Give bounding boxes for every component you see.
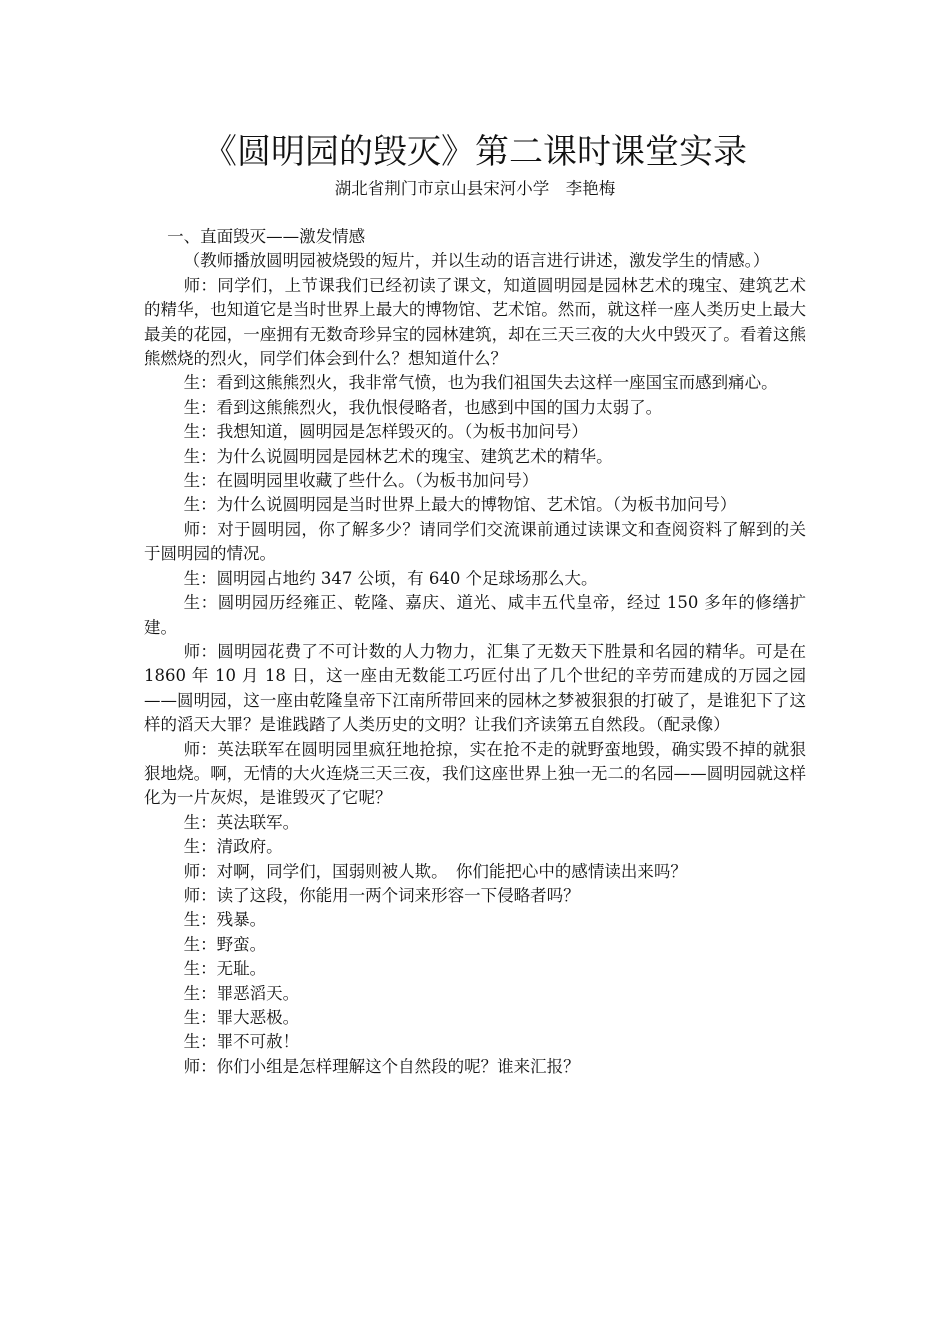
paragraph: 生：看到这熊熊烈火，我非常气愤，也为我们祖国失去这样一座国宝而感到痛心。: [183, 373, 778, 393]
paragraph: 生：在圆明园里收藏了些什么。（为板书加问号）: [183, 471, 539, 491]
paragraph: 生：英法联军。: [183, 812, 300, 832]
paragraph: 师：对啊，同学们，国弱则被人欺。 你们能把心中的感情读出来吗？: [183, 861, 687, 881]
document-title: 《圆明园的毁灭》第二课时课堂实录: [203, 132, 747, 172]
paragraph: 生：为什么说圆明园是园林艺术的瑰宝、建筑艺术的精华。: [183, 446, 613, 466]
document-body: [144, 225, 806, 1079]
paragraph: 生：野蛮。: [183, 934, 267, 954]
paragraph: 生：圆明园历经雍正、乾隆、嘉庆、道光、咸丰五代皇帝，经过 150 多年的修缮扩建。: [144, 593, 806, 637]
section-heading: 一、直面毁灭——激发情感: [167, 227, 366, 246]
paragraph: 师：圆明园花费了不可计数的人力物力，汇集了无数天下胜景和名园的精华。可是在 1860 年 10 月 18 日，这一座由无数能工巧匠付出了几个世纪的辛劳而建成的万园之园——圆明园，这一座由乾隆皇帝下江南所带回来的园林之梦被狠狠的打破了，是谁犯下了这样的滔天大罪？是谁践踏了人类历史的文明？让我们齐读第五自然段。（配录像）: [144, 641, 806, 735]
paragraph: 师：英法联军在圆明园里疯狂地抢掠，实在抢不走的就野蛮地毁，确实毁不掉的就狠狠地烧。啊，无情的大火连烧三天三夜，我们这座世界上独一无二的名园——圆明园就这样化为一片灰烬，是谁毁灭了它呢？: [144, 739, 806, 808]
paragraph: （教师播放圆明园被烧毁的短片，并以生动的语言进行讲述，激发学生的情感。）: [183, 251, 770, 271]
paragraph: 师：你们小组是怎样理解这个自然段的呢？谁来汇报？: [183, 1056, 580, 1076]
paragraph: 生：看到这熊熊烈火，我仇恨侵略者，也感到中国的国力太弱了。: [183, 397, 663, 417]
paragraph: 生：为什么说圆明园是当时世界上最大的博物馆、艺术馆。（为板书加问号）: [183, 495, 737, 515]
paragraph: 师：对于圆明园，你了解多少？请同学们交流课前通过读课文和查阅资料了解到的关于圆明园的情况。: [144, 519, 806, 564]
paragraph: 生：罪大恶极。: [183, 1008, 300, 1027]
paragraph: 生：我想知道，圆明园是怎样毁灭的。（为板书加问号）: [183, 422, 588, 442]
paragraph: 生：清政府。: [183, 837, 283, 857]
paragraph: 生：残暴。: [183, 910, 267, 930]
paragraph: 生：罪不可赦！: [183, 1032, 300, 1052]
paragraph: 生：罪恶滔天。: [183, 983, 300, 1003]
paragraph: 生：无耻。: [183, 959, 267, 979]
paragraph: 师：读了这段，你能用一两个词来形容一下侵略者吗？: [183, 885, 580, 905]
paragraph: 师：同学们，上节课我们已经初读了课文，知道圆明园是园林艺术的瑰宝、建筑艺术的精华，也知道它是当时世界上最大的博物馆、艺术馆。然而，就这样一座人类历史上最大最美的花园，一座拥有无数奇珍异宝的园林建筑，却在三天三夜的大火中毁灭了。看着这熊熊燃烧的烈火，同学们体会到什么？想知道什么？: [144, 275, 806, 369]
author-line: 湖北省荆门市京山县宋河小学 李艳梅: [334, 179, 616, 198]
paragraph: 生：圆明园占地约 347 公顷，有 640 个足球场那么大。: [183, 568, 598, 588]
